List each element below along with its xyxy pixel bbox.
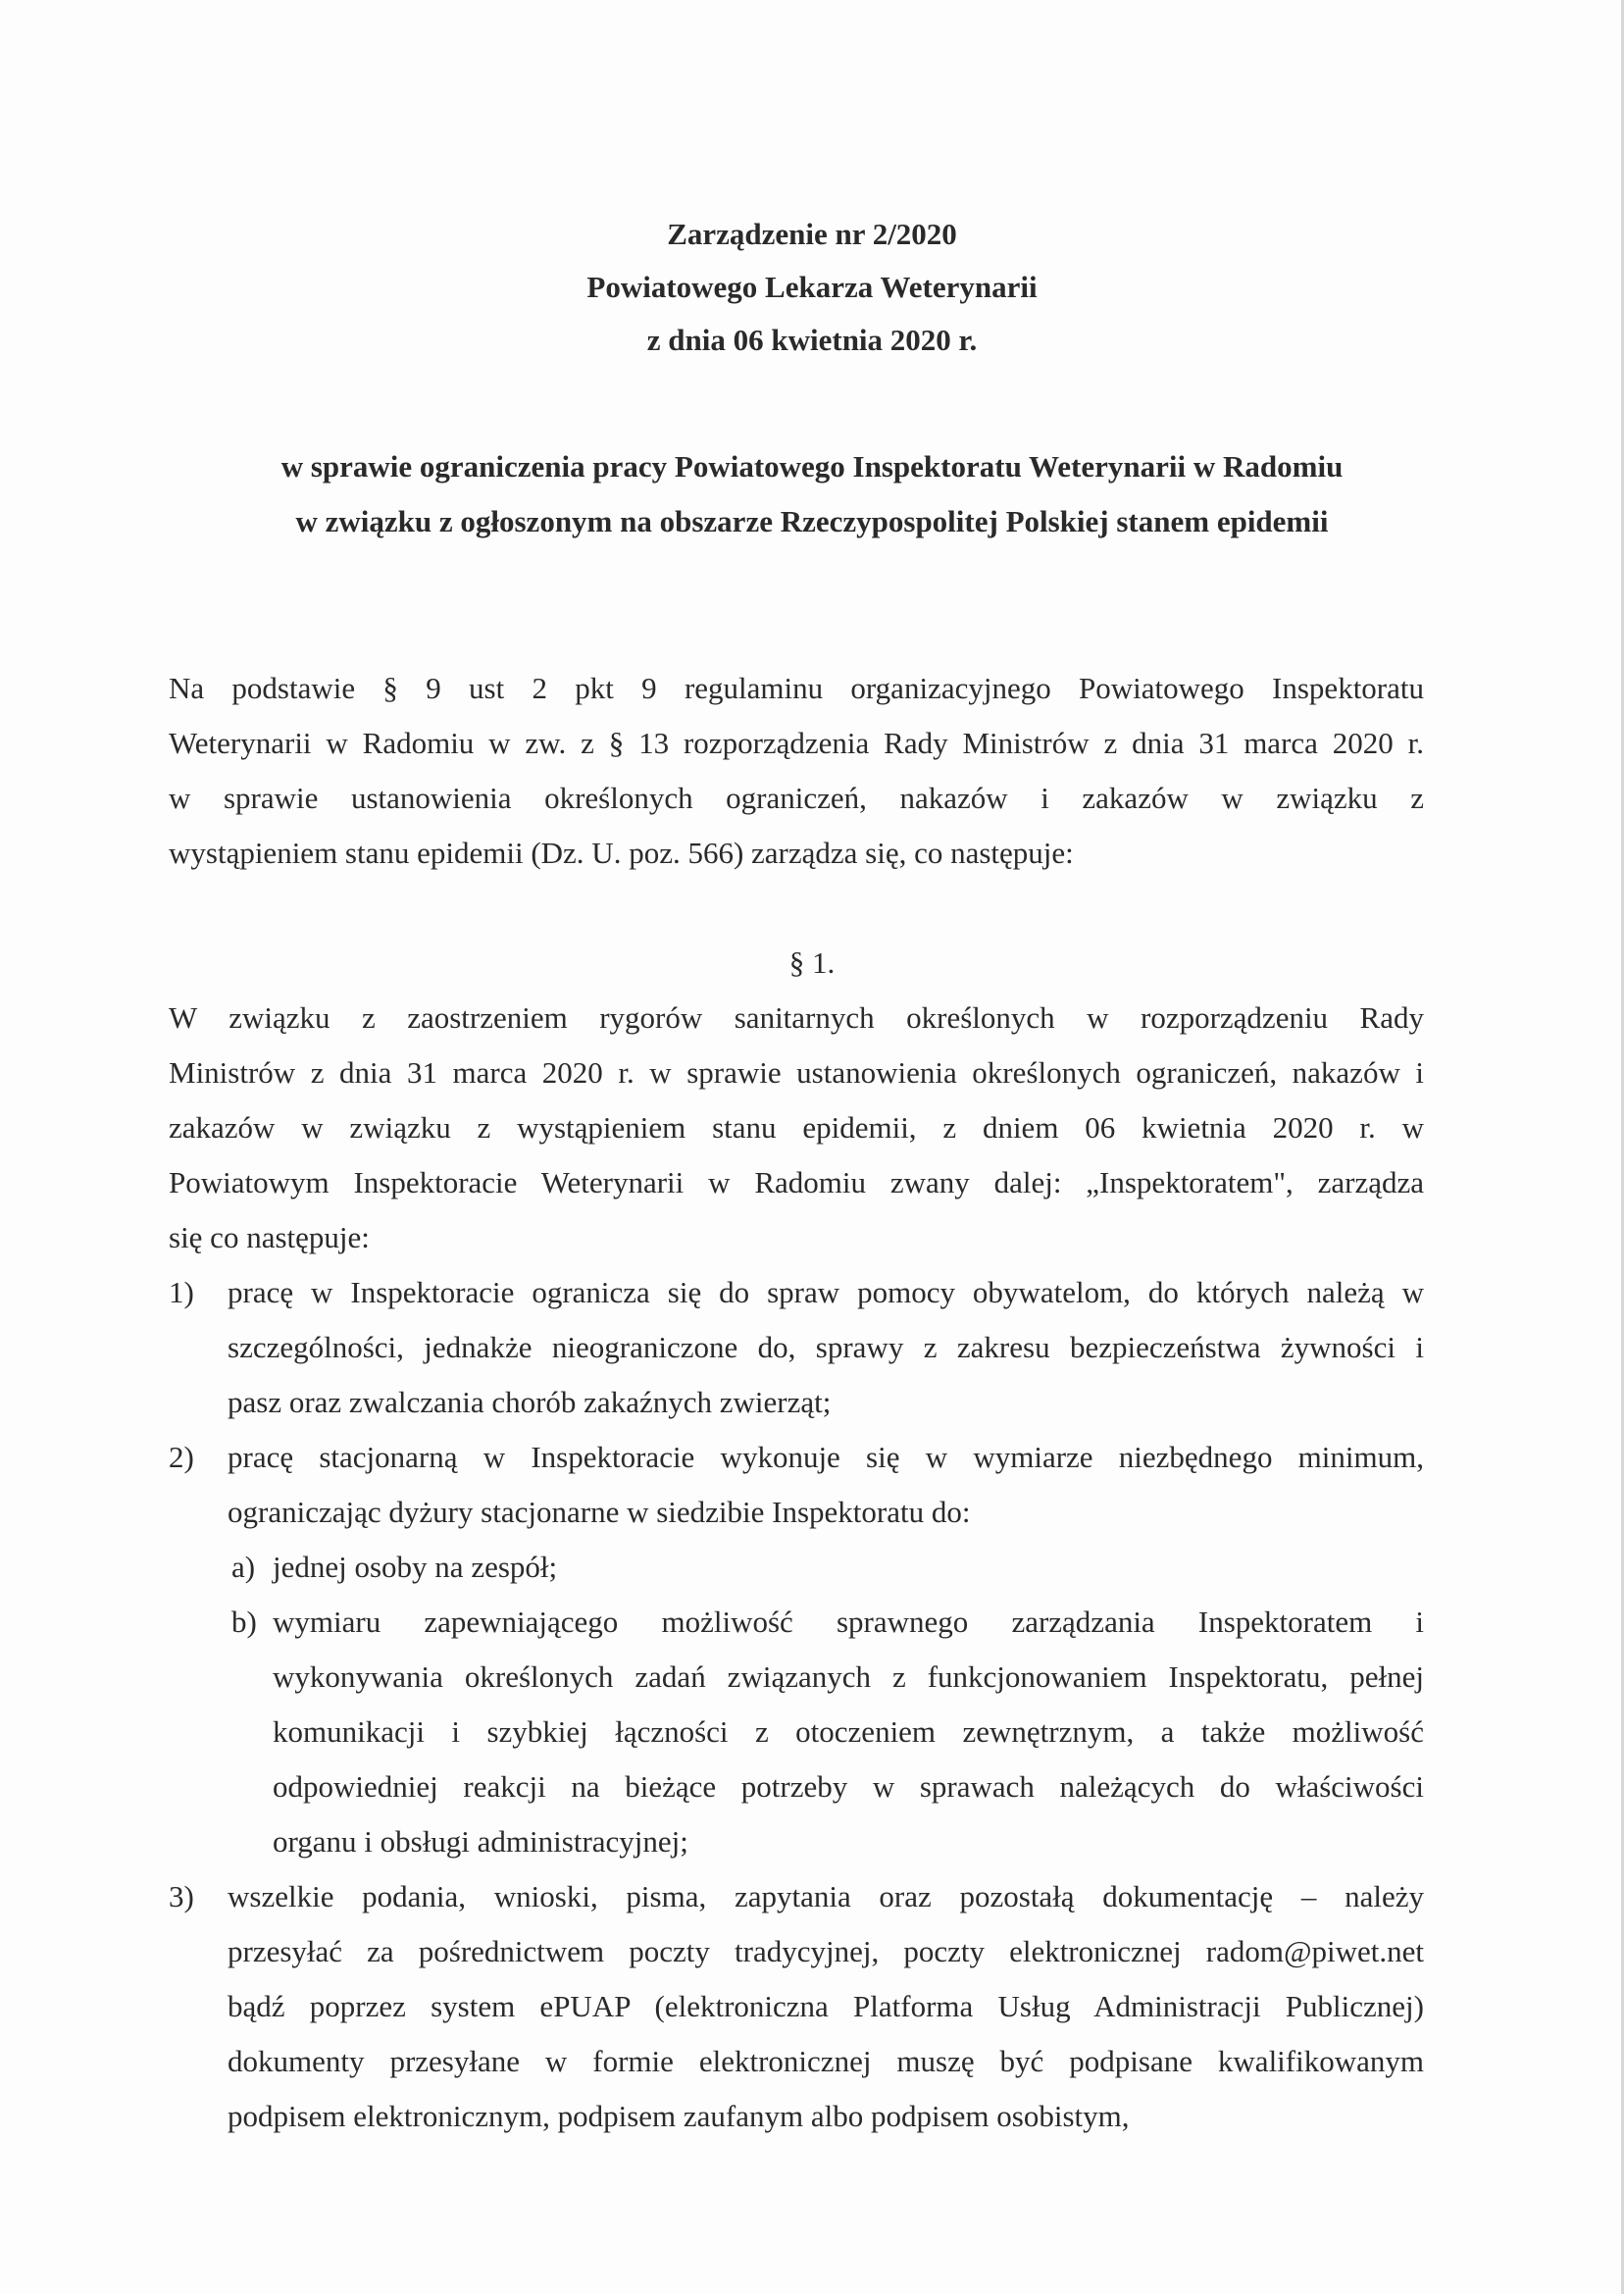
preamble-line: Weterynarii w Radomiu w zw. z § 13 rozporządzenia Rady Ministrów z dnia 31 marca 2020 r. <box>169 726 1424 760</box>
document-date: z dnia 06 kwietnia 2020 r. <box>646 323 978 357</box>
list-item-number: 3) <box>169 1879 194 1913</box>
numbered-list <box>169 1265 1424 2144</box>
list-subitem-letter: a) <box>231 1550 256 1584</box>
list-item-number: 1) <box>169 1275 194 1309</box>
subject-line: w sprawie ograniczenia pracy Powiatowego Inspektoratu Weterynarii w Radomiu <box>280 449 1344 484</box>
list-item-line: bądź poprzez system ePUAP (elektroniczna Platforma Usług Administracji Publicznej) <box>228 1989 1424 2023</box>
intro-line: się co następuje: <box>169 1220 370 1254</box>
list-item-number: 2) <box>169 1440 194 1474</box>
list-subitem-line: odpowiedniej reakcji na bieżące potrzeby w sprawach należących do właściwości <box>273 1769 1424 1804</box>
list-subitem-letter: b) <box>231 1605 257 1639</box>
intro-line: Powiatowym Inspektoracie Weterynarii w Radomiu zwany dalej: „Inspektoratem", zarządza <box>169 1165 1424 1199</box>
intro-line: W związku z zaostrzeniem rygorów sanitarnych określonych w rozporządzeniu Rady <box>169 1000 1424 1035</box>
subject-line: w związku z ogłoszonym na obszarze Rzeczypospolitej Polskiej stanem epidemii <box>295 504 1329 538</box>
section-mark: § 1. <box>788 945 836 980</box>
preamble-line: Na podstawie § 9 ust 2 pkt 9 regulaminu organizacyjnego Powiatowego Inspektoratu <box>169 671 1424 705</box>
list-subitem <box>169 1540 1424 1595</box>
intro-line: Ministrów z dnia 31 marca 2020 r. w sprawie ustanowienia określonych ograniczeń, nakazów i <box>169 1055 1424 1090</box>
list-item-line: szczególności, jednakże nieograniczone do, sprawy z zakresu bezpieczeństwa żywności i <box>228 1330 1424 1364</box>
document-title: Zarządzenie nr 2/2020 <box>667 217 957 251</box>
list-item <box>169 1869 1424 2144</box>
list-item-line: ograniczając dyżury stacjonarne w siedzibie Inspektoratu do: <box>228 1495 971 1529</box>
list-subitem-line: komunikacji i szybkiej łączności z otoczeniem zewnętrznym, a także możliwość <box>273 1714 1424 1749</box>
list-item <box>169 1430 1424 1540</box>
section-intro-paragraph <box>169 991 1424 1265</box>
document-header <box>0 208 1624 367</box>
preamble-line: w sprawie ustanowienia określonych ograniczeń, nakazów i zakazów w związku z <box>169 781 1424 815</box>
intro-line: zakazów w związku z wystąpieniem stanu epidemii, z dniem 06 kwietnia 2020 r. w <box>169 1110 1424 1145</box>
list-item-line: przesyłać za pośrednictwem poczty tradycyjnej, poczty elektronicznej radom@piwet.net <box>228 1934 1424 1968</box>
list-subitem <box>169 1595 1424 1869</box>
list-item-line: pracę w Inspektoracie ogranicza się do spraw pomocy obywatelom, do których należą w <box>228 1275 1424 1309</box>
preamble-paragraph <box>169 661 1424 881</box>
list-subitem-line: organu i obsługi administracyjnej; <box>273 1824 688 1859</box>
document-subject <box>0 439 1624 549</box>
list-subitem-line: jednej osoby na zespół; <box>273 1550 558 1584</box>
list-item-line: wszelkie podania, wnioski, pisma, zapytania oraz pozostałą dokumentację – należy <box>228 1879 1424 1913</box>
list-item-line: dokumenty przesyłane w formie elektronicznej muszę być podpisane kwalifikowanym <box>228 2044 1424 2078</box>
preamble-line: wystąpieniem stanu epidemii (Dz. U. poz. 566) zarządza się, co następuje: <box>169 836 1074 870</box>
list-item-line: podpisem elektronicznym, podpisem zaufanym albo podpisem osobistym, <box>228 2099 1130 2133</box>
list-item-line: pasz oraz zwalczania chorób zakaźnych zwierząt; <box>228 1385 832 1419</box>
list-item-line: pracę stacjonarną w Inspektoracie wykonuje się w wymiarze niezbędnego minimum, <box>228 1440 1424 1474</box>
list-subitem-line: wykonywania określonych zadań związanych z funkcjonowaniem Inspektoratu, pełnej <box>273 1659 1424 1694</box>
list-item <box>169 1265 1424 1430</box>
issuing-authority: Powiatowego Lekarza Weterynarii <box>586 270 1038 304</box>
list-subitem-line: wymiaru zapewniającego możliwość sprawnego zarządzania Inspektoratem i <box>273 1605 1424 1639</box>
